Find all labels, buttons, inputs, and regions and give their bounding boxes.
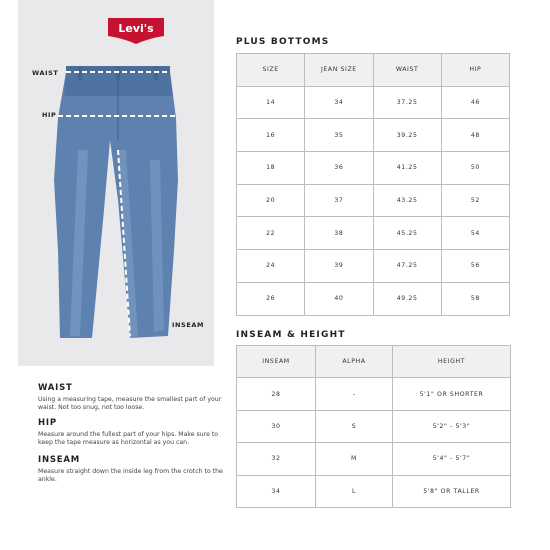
table-row [237, 378, 511, 410]
table-cell: 14 [237, 86, 305, 119]
header-cell: WAIST [373, 54, 441, 87]
table-cell: 34 [237, 475, 316, 507]
table-cell: 58 [441, 282, 509, 315]
table-cell: 37.25 [373, 86, 441, 119]
table-cell: 36 [305, 152, 373, 185]
inseam-label: INSEAM [172, 321, 205, 329]
table-cell: 16 [237, 119, 305, 152]
table-cell: 46 [441, 86, 509, 119]
table-cell: 56 [441, 250, 509, 283]
inseam-description [38, 455, 228, 484]
waist-label: WAIST [32, 69, 59, 77]
inseam-height-title: INSEAM & HEIGHT [236, 330, 346, 340]
waist-description-title: WAIST [38, 383, 73, 393]
table-header-row [237, 54, 510, 87]
inseam-description-text: Measure straight down the inside leg from the crotch to the ankle. [38, 468, 223, 483]
jeans-figure-panel [18, 0, 214, 366]
table-cell: 40 [305, 282, 373, 315]
table-row [237, 217, 510, 250]
table-cell: 47.25 [373, 250, 441, 283]
jeans-illustration [18, 0, 214, 366]
brand-logo [106, 16, 166, 46]
table-cell: 39 [305, 250, 373, 283]
header-cell: INSEAM [237, 346, 316, 378]
table-cell: 18 [237, 152, 305, 185]
waist-description [38, 383, 228, 412]
table-row [237, 475, 511, 507]
table-cell: 41.25 [373, 152, 441, 185]
header-cell: HEIGHT [393, 346, 511, 378]
table-cell: 34 [305, 86, 373, 119]
svg-text:Levi's: Levi's [118, 22, 154, 35]
table-row [237, 443, 511, 475]
table-cell: 30 [237, 410, 316, 442]
header-cell: HIP [441, 54, 509, 87]
table-cell: S [316, 410, 393, 442]
waist-description-text: Using a measuring tape, measure the smallest part of your waist. Not too snug, not too loose. [38, 396, 222, 411]
table-cell: - [316, 378, 393, 410]
table-row [237, 86, 510, 119]
inseam-description-title: INSEAM [38, 455, 81, 465]
table-cell: 20 [237, 184, 305, 217]
table-row [237, 410, 511, 442]
table-row [237, 184, 510, 217]
table-cell: 5'4" - 5'7" [393, 443, 511, 475]
table-cell: 52 [441, 184, 509, 217]
table-cell: 5'1" OR SHORTER [393, 378, 511, 410]
table-cell: 22 [237, 217, 305, 250]
table-cell: M [316, 443, 393, 475]
table-cell: 32 [237, 443, 316, 475]
inseam-height-table [236, 345, 511, 508]
table-cell: 45.25 [373, 217, 441, 250]
header-cell: ALPHA [316, 346, 393, 378]
table-header-row [237, 346, 511, 378]
table-cell: 5'8" OR TALLER [393, 475, 511, 507]
hip-label: HIP [42, 111, 57, 119]
table-cell: 50 [441, 152, 509, 185]
table-row [237, 152, 510, 185]
plus-bottoms-table [236, 53, 510, 316]
table-cell: 28 [237, 378, 316, 410]
hip-description [38, 418, 228, 447]
table-cell: 38 [305, 217, 373, 250]
plus-bottoms-title: PLUS BOTTOMS [236, 37, 330, 47]
table-cell: 5'2" - 5'3" [393, 410, 511, 442]
hip-description-text: Measure around the fullest part of your hips. Make sure to keep the tape measure as horizontal as you can. [38, 431, 219, 446]
table-cell: 35 [305, 119, 373, 152]
table-row [237, 282, 510, 315]
table-cell: 49.25 [373, 282, 441, 315]
table-cell: L [316, 475, 393, 507]
table-row [237, 119, 510, 152]
hip-description-title: HIP [38, 418, 57, 428]
table-cell: 26 [237, 282, 305, 315]
header-cell: SIZE [237, 54, 305, 87]
table-cell: 24 [237, 250, 305, 283]
table-row [237, 250, 510, 283]
table-cell: 48 [441, 119, 509, 152]
table-cell: 43.25 [373, 184, 441, 217]
header-cell: JEAN SIZE [305, 54, 373, 87]
table-cell: 37 [305, 184, 373, 217]
table-cell: 39.25 [373, 119, 441, 152]
table-cell: 54 [441, 217, 509, 250]
